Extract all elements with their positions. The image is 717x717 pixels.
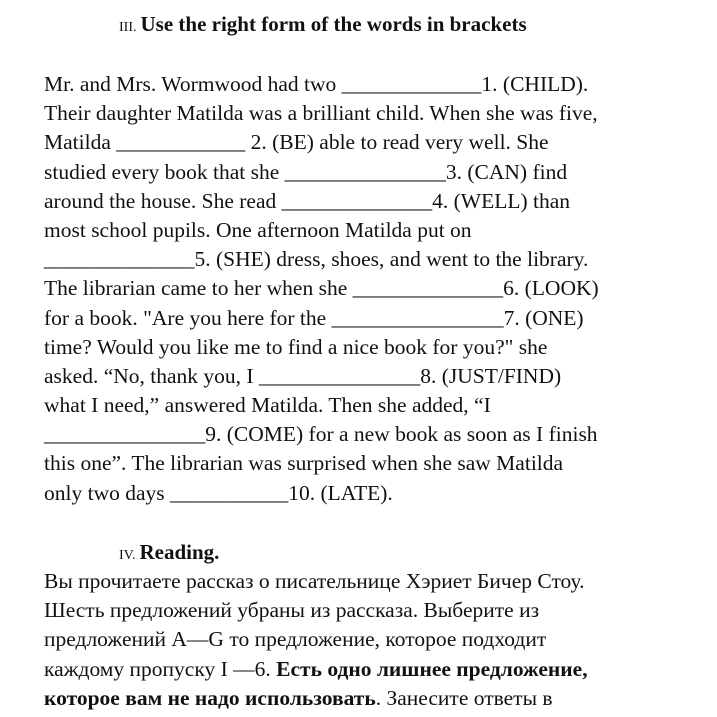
exercise-3-line: The librarian came to her when she ______________6. (LOOK) (44, 276, 599, 301)
exercise-3-line: Their daughter Matilda was a brilliant child. When she was five, (44, 101, 598, 126)
instruction-text: . Занесите ответы в (375, 685, 553, 710)
exercise-3-line: studied every book that she _______________3. (CAN) find (44, 159, 568, 184)
exercise-3-line: most school pupils. One afternoon Matilda put on (44, 217, 472, 242)
exercise-3-line: asked. “No, thank you, I _______________8. (JUST/FIND) (44, 363, 562, 388)
exercise-3-line: Mr. and Mrs. Wormwood had two _____________1. (CHILD). (44, 72, 589, 96)
exercise-4-line: Шесть предложений убраны из рассказа. Выберите из (44, 598, 540, 623)
exercise-4-line (44, 684, 712, 713)
exercise-4-line: предложений A—G то предложение, которое подходит (44, 627, 547, 652)
exercise-3-heading (119, 12, 527, 37)
exercise-3-line: this one”. The librarian was surprised when she saw Matilda (44, 451, 564, 476)
instruction-emphasis: Есть одно лишнее предложение, (276, 656, 588, 681)
exercise-4-heading (119, 540, 219, 565)
exercise-3-number: III. (119, 20, 137, 35)
exercise-3-line: around the house. She read ______________4. (WELL) than (44, 188, 571, 213)
exercise-4-title: Reading. (139, 540, 220, 564)
exercise-4-line (44, 655, 712, 684)
exercise-3-line: for a book. "Are you here for the ________________7. (ONE) (44, 305, 584, 330)
exercise-3-line: what I need,” answered Matilda. Then she added, “I (44, 393, 491, 418)
exercise-3-line: Matilda ____________ 2. (BE) able to read very well. She (44, 130, 549, 155)
exercise-3-line: time? Would you like me to find a nice book for you?" she (44, 334, 548, 359)
exercise-3-line: ______________5. (SHE) dress, shoes, and went to the library. (44, 247, 589, 272)
instruction-emphasis: которое вам не надо использовать (44, 685, 376, 710)
exercise-3-line: _______________9. (COME) for a new book as soon as I finish (44, 422, 598, 447)
exercise-3-text (44, 70, 712, 508)
exercise-4-number: IV. (119, 548, 136, 563)
exercise-4-line: Вы прочитаете рассказ о писательнице Хэриет Бичер Стоу. (44, 569, 585, 593)
instruction-text: каждому пропуску I —6. (44, 656, 277, 681)
exercise-3-title: Use the right form of the words in brackets (140, 12, 527, 36)
exercise-3-line: only two days ___________10. (LATE). (44, 480, 393, 505)
exercise-4-text (44, 567, 712, 713)
